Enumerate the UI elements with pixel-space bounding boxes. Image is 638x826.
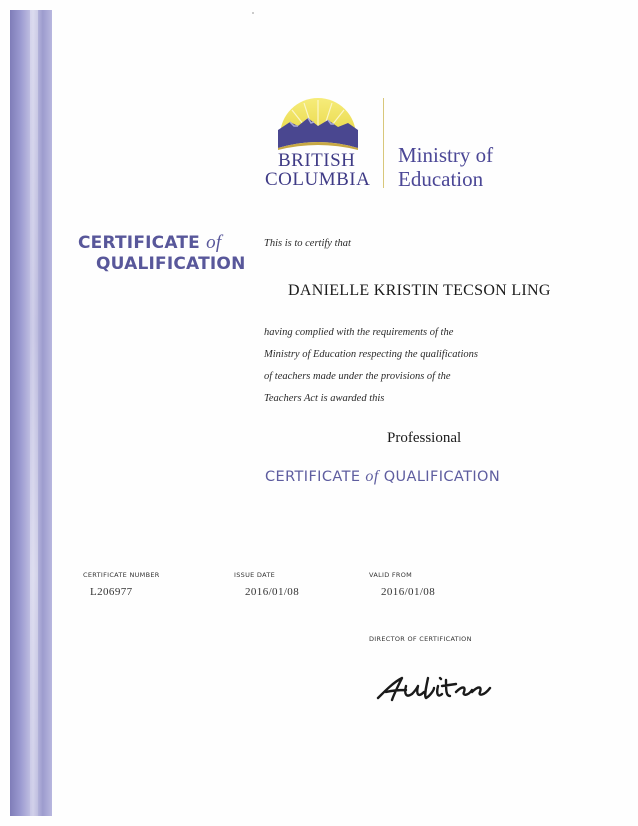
certificate-number-value: L206977: [90, 586, 133, 598]
ministry-line-2: Education: [398, 167, 484, 191]
certificate-title-of: of: [365, 468, 379, 485]
left-heading-certificate-word: CERTIFICATE: [78, 233, 200, 253]
statement-line: Teachers Act is awarded this: [264, 393, 385, 404]
director-signature: [372, 664, 512, 708]
director-label: DIRECTOR OF CERTIFICATION: [369, 635, 472, 643]
certificate-number-label: CERTIFICATE NUMBER: [83, 571, 160, 579]
ministry-line-1: Ministry of: [398, 143, 494, 167]
left-heading-of: of: [206, 232, 222, 253]
logo-columbia: COLUMBIA: [265, 169, 371, 190]
statement-line: Ministry of Education respecting the qualifications: [264, 349, 478, 360]
ministry-name: [398, 143, 493, 191]
paper-speck: [252, 12, 254, 14]
certificate-title: [265, 468, 500, 486]
valid-from-label: VALID FROM: [369, 571, 413, 579]
valid-from-value: 2016/01/08: [381, 586, 436, 598]
logo-divider: [383, 98, 384, 188]
certificate-title-part1: CERTIFICATE: [265, 469, 361, 485]
left-heading-certificate: [78, 232, 221, 254]
ribbon-sheen: [30, 10, 38, 816]
certificate-level: Professional: [387, 430, 462, 446]
issue-date-value: 2016/01/08: [245, 586, 300, 598]
issue-date-label: ISSUE DATE: [234, 571, 276, 579]
statement-line: having complied with the requirements of the: [264, 327, 454, 338]
left-heading-qualification: QUALIFICATION: [96, 254, 246, 274]
certification-statement: [264, 322, 478, 410]
certify-text: This is to certify that: [264, 238, 351, 249]
logo-british: BRITISH: [278, 150, 356, 171]
recipient-name: DANIELLE KRISTIN TECSON LING: [288, 282, 551, 299]
statement-line: of teachers made under the provisions of the: [264, 371, 451, 382]
certificate-title-part2: QUALIFICATION: [383, 469, 501, 485]
